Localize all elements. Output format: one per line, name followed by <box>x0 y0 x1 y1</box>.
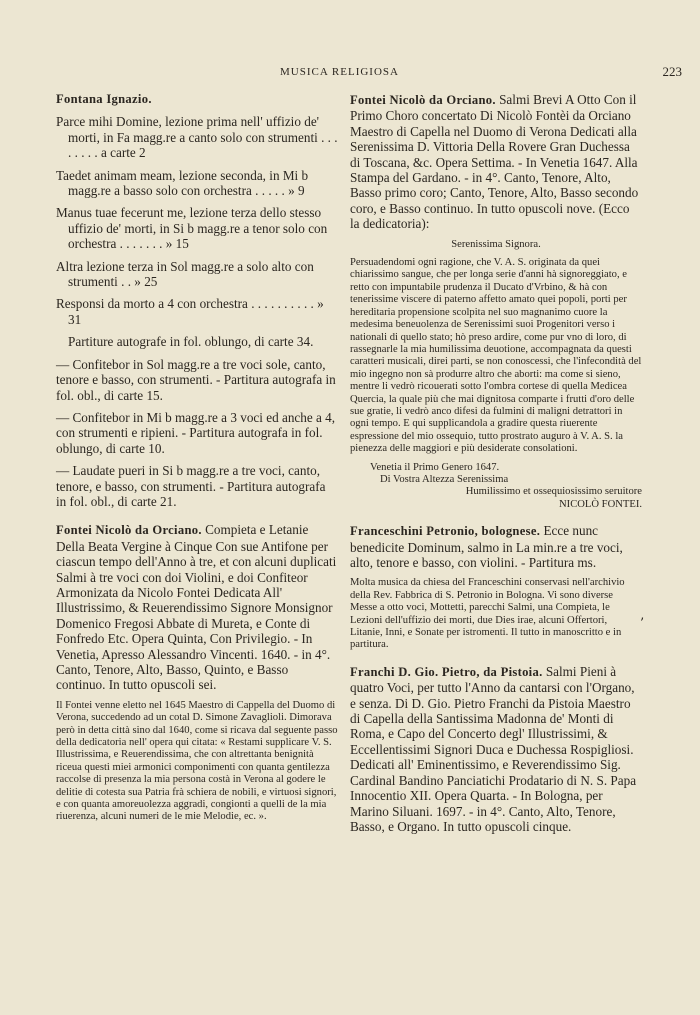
entry-heading-fontei-2: Fontei Nicolò da Orciano. <box>350 93 496 107</box>
entry-text-franceschini: Ecce nunc benedicite Dominum, salmo in La min.re a tre voci, alto, tenore e basso, con violini. - Partitura ms. <box>350 523 623 570</box>
entry-heading-fontana: Fontana Ignazio. <box>56 92 152 106</box>
left-column <box>56 92 339 830</box>
entry-text-fontei: Compieta e Letanie Della Beata Vergine à Cinque Con sue Antifone per ciascun tempo dell'Anno à tre, et con alcuni duplicati Salmi à tre voci con doi Violini, e doi Confiteor Armonizata da Nicolo Fontei Dedicata All' Illustrissimo, & Reuerendissimo Signore Monsignor Domenico Fregosi Abbate di Mureta, e Conte di Fonfredo Etc. Opera Quinta, Con Privilegio. - In Venetia, Apresso Alessandro Vincenti. 1640. - in 4°. Canto, Tenore, Alto, Basso, Quinto, e Basso continuo. In tutto opuscoli sei. <box>56 522 337 693</box>
footnote-fontei: Il Fontei venne eletto nel 1645 Maestro di Cappella del Duomo di Verona, succedendo ad un cotal D. Simone Zavaglioli. Dimorava però in detta città sino dal 1640, come si ricava dal seguente passo della dedicatoria nell' opera qui citata: « Restami supplicare V. S. Illustrissima, e Reuerendissima, che con altrettanta benignità riceua questi miei armonici componimenti con quanta gentilezza raccolse di presenza la mia persona costà in Verona al godere le delitie di cotesta sua Patria frà schiera de nobili, e virtuosi signori, e con quanta amoreuolezza aggradi, congionti a quelli de la mia riuerenza, alcuni numeri de le mie Melodie, ec. ». <box>56 699 338 823</box>
entry-heading-fontei: Fontei Nicolò da Orciano. <box>56 523 202 538</box>
list-item: Manus tuae fecerunt me, lezione terza dello stesso uffizio de' morti, in Si b magg.re a tenor solo con orchestra . . . . . . . » 15 <box>56 205 328 252</box>
dedication-closing: Di Vostra Altezza Serenissima <box>380 473 509 485</box>
entry-text-franchi: Salmi Pieni à quatro Voci, per tutto l'Anno da cantarsi con l'Organo, e senza. Di D. Gio. Pietro Franchi da Pistoia Maestro di Capella della Santissima Madonna de' Monti di Roma, e Capo del Concerto degl' Illustrissimi, & Eccellentissimi Signori Duca e Duchessa Rospigliosi. Dedicati all' Eminentissimo, e Reverendissimo Sig. Cardinal Bandino Panciatichi Prodatario di N. S. Papa Innocentio XII. Opera Quarta. - In Bologna, per Marino Siluani. 1697. - in 4°. Canto, Alto, Tenore, Basso, e Organo. In tutto opuscoli cinque. <box>350 663 637 834</box>
entry-text-fontei-2: Salmi Brevi A Otto Con il Primo Choro concertato Di Nicolò Fontèi da Orciano Maestro di Capella nel Duomo di Verona Dedicati alla Serenissima D. Vittoria Della Rovere Gran Duchessa di Toscana, &c. Opera Settima. - In Venetia 1647. Alla Stampa del Gardano. - in 4°. Canto, Tenore, Alto, Basso primo coro; Canto, Tenore, Alto, Basso secondo coro, e Basso continuo. In tutto opuscoli nove. (Ecco la dedicatoria): <box>350 92 639 232</box>
list-item: Taedet animam meam, lezione seconda, in Mi b magg.re a basso solo con orchestra . . . . . » 9 <box>56 167 309 199</box>
dedication-closing-2: Humilissimo et ossequiosissimo seruitore <box>465 486 642 498</box>
entry-block: — Confitebor in Sol magg.re a tre voci sole, canto, tenore e basso, con strumenti. - Partitura autografa in fol. obl., di carte 15. <box>56 356 336 403</box>
partiture-note: Partiture autografe in fol. oblungo, di carte 34. <box>68 334 314 350</box>
right-column <box>350 92 645 841</box>
footnote-franceschini: Molta musica da chiesa del Franceschini conservasi nell'archivio della Rev. Fabbrica di S. Petronio in Bologna. Vi sono diverse Messe a otto voci, Mottetti, parecchi Salmi, una Compieta, le Lezioni dell'uffizio dei morti, due Dies irae, alcuni Offertori, Litanie, Inni, e Sonate per istromenti. Il tutto in manoscritto e in partitura. <box>350 577 625 651</box>
dedication-date: Venetia il Primo Genero 1647. <box>370 461 500 473</box>
list-item: Responsi da morto a 4 con orchestra . . . . . . . . . . » 31 <box>56 296 324 327</box>
entry-heading-franchi: Franchi D. Gio. Pietro, da Pistoia. <box>350 664 543 679</box>
dedication-salutation: Serenissima Signora. <box>451 238 541 250</box>
list-item: Parce mihi Domine, lezione prima nell' uffizio de' morti, in Fa magg.re a canto solo con strumenti . . . . . . . . a carte 2 <box>56 114 338 161</box>
running-title: MUSICA RELIGIOSA <box>280 66 399 78</box>
dedication-signature: NICOLÒ FONTEI. <box>559 498 642 510</box>
page-number: 223 <box>662 64 682 79</box>
page-header <box>0 66 700 84</box>
entry-block: — Laudate pueri in Si b magg.re a tre voci, canto, tenore, e basso, con strumenti. - Partitura autografa in fol. obl., di carte 21. <box>56 463 326 509</box>
entry-block: — Confitebor in Mi b magg.re a 3 voci ed anche a 4, con strumenti e ripieni. - Partitura autografa in fol. oblungo, di carte 10. <box>56 409 336 456</box>
entry-heading-franceschini: Franceschini Petronio, bolognese. <box>350 524 541 539</box>
dedication-text: Persuadendomi ogni ragione, che V. A. S. originata da quei chiarissimo sangue, che per longa serie d'anni hà signoreggiato, e retto con impuntabile prudenza il Ducato d'Vrbino, & hà con tenerissime viscere di paterno affetto amato quei popoli, porti per hereditaria propensione scolpita nel suo magnanimo cuore la medesima beneuolenza de Serenissimi suoi Progenitori verso i nationali di quello stato; hò preso ardire, come pur vno di loro, di rassegnarle la mia humilissima deuotione, accompagnata da questi caratteri musicali, direi parti, se non conoscessi, che l'infecondità del mio ingegno non sà produrre altro che aborti: ma come si sieno, mentre li vedrò ricouerati sotto l'ombra cortese di quella Medicea Quercia, la quale più che mai dignitosa comparte i frutti d'oro delle sue gratie, li vedrò anco difesi da fulmini di maligni detrattori in ogni tempo. E qui supplicandola a gradire questa riuerente espressione del mio ossequio, tutto prostrato auguro à V. A. S. la pienezza delle maggiori e più desiderate consolationi. <box>350 257 642 455</box>
list-item: Altra lezione terza in Sol magg.re a solo alto con strumenti . . » 25 <box>56 258 314 290</box>
margin-mark: ’ <box>640 616 645 631</box>
